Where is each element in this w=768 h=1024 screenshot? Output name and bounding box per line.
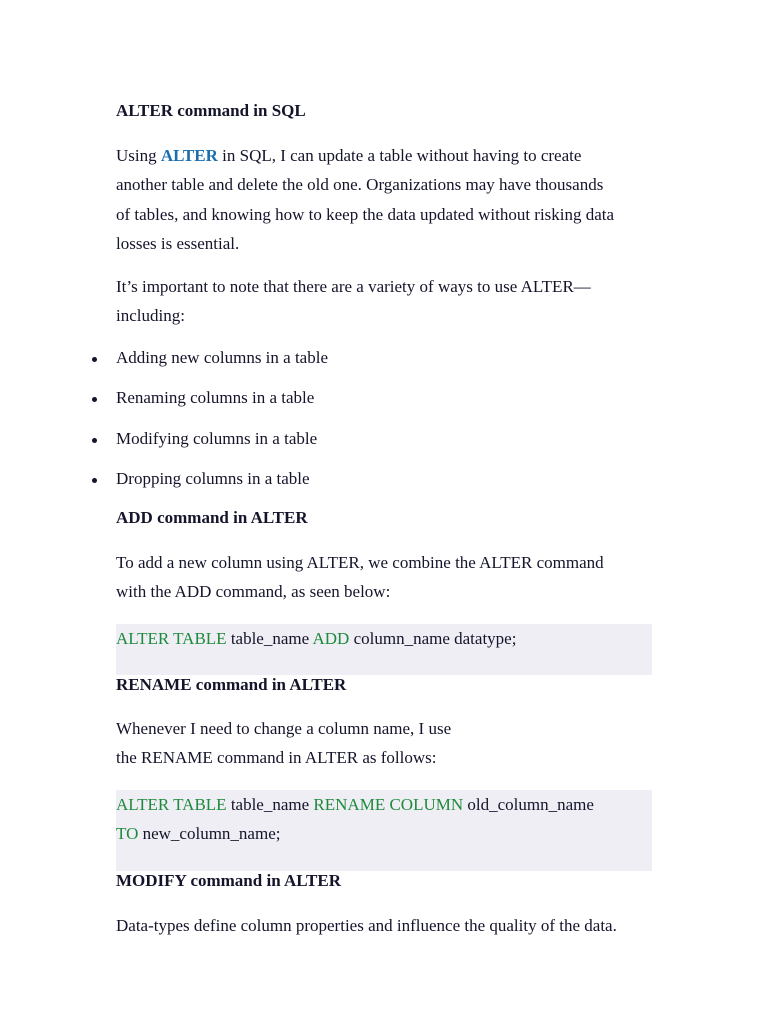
add-code-line: ALTER TABLE table_name ADD column_name datatype; bbox=[116, 629, 517, 648]
add-heading: ADD command in ALTER bbox=[116, 508, 308, 527]
modify-heading: MODIFY command in ALTER bbox=[116, 871, 341, 890]
alter-keyword: ALTER bbox=[160, 146, 218, 165]
note-line-1: It’s important to note that there are a variety of ways to use ALTER— bbox=[116, 277, 591, 296]
rename-heading: RENAME command in ALTER bbox=[116, 675, 347, 694]
note-line-2: including: bbox=[116, 306, 185, 326]
alter-note-paragraph bbox=[116, 272, 656, 331]
rename-code-line-1: ALTER TABLE table_name RENAME COLUMN old_column_name bbox=[116, 795, 594, 814]
add-line-2: with the ADD command, as seen below: bbox=[116, 582, 391, 602]
modify-line-1: Data-types define column properties and influence the quality of the data. bbox=[116, 916, 617, 935]
intro-line-1: Using ALTER in SQL, I can update a table without having to create bbox=[116, 146, 582, 165]
bullet-icon bbox=[92, 478, 97, 483]
rename-line-1: Whenever I need to change a column name, I use bbox=[116, 719, 452, 738]
rename-code-line-2: TO new_column_name; bbox=[116, 824, 281, 844]
intro-line-2: another table and delete the old one. Organizations may have thousands bbox=[116, 175, 604, 195]
modify-paragraph bbox=[116, 911, 656, 940]
bullet-icon bbox=[92, 397, 97, 402]
add-paragraph bbox=[116, 548, 656, 607]
add-line-1: To add a new column using ALTER, we combine the ALTER command bbox=[116, 553, 604, 572]
rename-line-2: the RENAME command in ALTER as follows: bbox=[116, 748, 437, 768]
bullet-icon bbox=[92, 438, 97, 443]
document-page: ALTER command in SQL Using ALTER in SQL, I can update a table without having to create another table and delete the old one. Organizations may have thousands of tables, and knowing how to keep the data updated without risking data losses is essential. It’s important to note that there are a variety of ways to use ALTER— including: Adding new columns in a table Renaming columns in a table Modifying columns in a table Dropping columns in a table ADD command in ALTER To add a new column using ALTER, we combine the ALTER command with the ADD command, as seen below: ALTER TABLE table_name ADD column_name datatype; RENAME command in ALTER Whenever I need to change a column name, I use the RENAME command in ALTER as follows: ALTER TABLE table_name RENAME COLUMN old_column_name TO new_column_name; MODIFY command in ALTER Data-types define column properties and influence the quality of the data. bbox=[0, 0, 768, 1024]
intro-line-3: of tables, and knowing how to keep the data updated without risking data bbox=[116, 204, 615, 224]
alter-intro-paragraph bbox=[116, 141, 656, 258]
bullet-icon bbox=[92, 357, 97, 362]
rename-code-block bbox=[116, 790, 652, 871]
rename-paragraph bbox=[116, 714, 656, 773]
alter-heading: ALTER command in SQL bbox=[116, 101, 306, 120]
intro-line-4: losses is essential. bbox=[116, 233, 240, 253]
add-code-block bbox=[116, 624, 652, 675]
